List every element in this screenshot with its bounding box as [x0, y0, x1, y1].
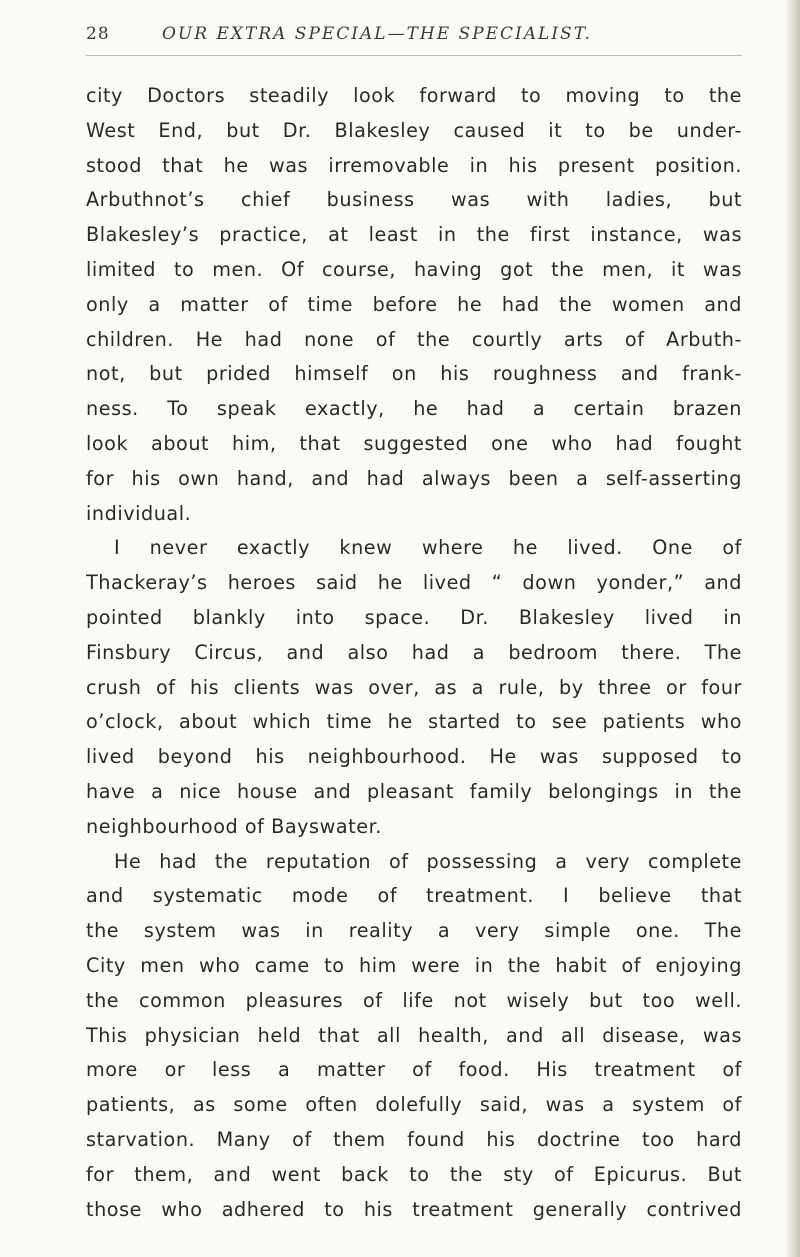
- text-line: pointed blankly into space. Dr. Blakesley lived in: [86, 605, 742, 629]
- paragraph-start-line: He had the reputation of possessing a very complete: [114, 849, 742, 873]
- body-text: [86, 79, 742, 1227]
- text-line: children. He had none of the courtly arts of Arbuth-: [86, 327, 742, 351]
- text-line: look about him, that suggested one who had fought: [86, 431, 742, 455]
- text-line: starvation. Many of them found his doctrine too hard: [86, 1127, 742, 1151]
- text-line: stood that he was irremovable in his present position.: [86, 153, 742, 177]
- text-line: the common pleasures of life not wisely but too well.: [86, 988, 742, 1012]
- text-line: city Doctors steadily look forward to moving to the: [86, 84, 742, 107]
- text-line: ness. To speak exactly, he had a certain brazen: [86, 397, 742, 421]
- text-line: Arbuthnot’s chief business was with ladies, but: [86, 188, 742, 212]
- text-line: Thackeray’s heroes said he lived “ down yonder,” and: [86, 571, 742, 595]
- page-edge-shadow: [784, 0, 800, 1257]
- text-line: for them, and went back to the sty of Epicurus. But: [86, 1162, 742, 1186]
- text-line: West End, but Dr. Blakesley caused it to be under-: [86, 118, 742, 142]
- text-line: the system was in reality a very simple one. The: [86, 919, 742, 943]
- text-line: City men who came to him were in the habit of enjoying: [86, 953, 742, 977]
- text-line: lived beyond his neighbourhood. He was supposed to: [86, 745, 742, 769]
- text-line: Finsbury Circus, and also had a bedroom there. The: [86, 640, 742, 664]
- paragraph-end-line: neighbourhood of Bayswater.: [86, 814, 382, 838]
- running-head: OUR EXTRA SPECIAL—THE SPECIALIST.: [162, 24, 592, 44]
- paragraph-start-line: I never exactly knew where he lived. One of: [114, 536, 742, 560]
- page-number: 28: [86, 24, 110, 44]
- text-line: have a nice house and pleasant family belongings in the: [86, 779, 742, 803]
- text-line: only a matter of time before he had the women and: [86, 292, 742, 316]
- text-line: more or less a matter of food. His treatment of: [86, 1058, 742, 1082]
- text-line: limited to men. Of course, having got the men, it was: [86, 257, 742, 281]
- text-line: This physician held that all health, and all disease, was: [86, 1023, 742, 1047]
- text-line: patients, as some often dolefully said, was a system of: [86, 1093, 742, 1117]
- text-line: and systematic mode of treatment. I believe that: [86, 884, 742, 908]
- paragraph-end-line: individual.: [86, 501, 192, 525]
- text-line: crush of his clients was over, as a rule, by three or four: [86, 675, 742, 699]
- header-rule: [86, 55, 742, 56]
- text-line: Blakesley’s practice, at least in the first instance, was: [86, 223, 742, 247]
- text-line: those who adhered to his treatment generally contrived: [86, 1197, 742, 1221]
- text-line: for his own hand, and had always been a self-asserting: [86, 466, 742, 490]
- text-line: not, but prided himself on his roughness and frank-: [86, 362, 742, 386]
- page-header: [86, 24, 742, 50]
- text-line: o’clock, about which time he started to see patients who: [86, 710, 742, 734]
